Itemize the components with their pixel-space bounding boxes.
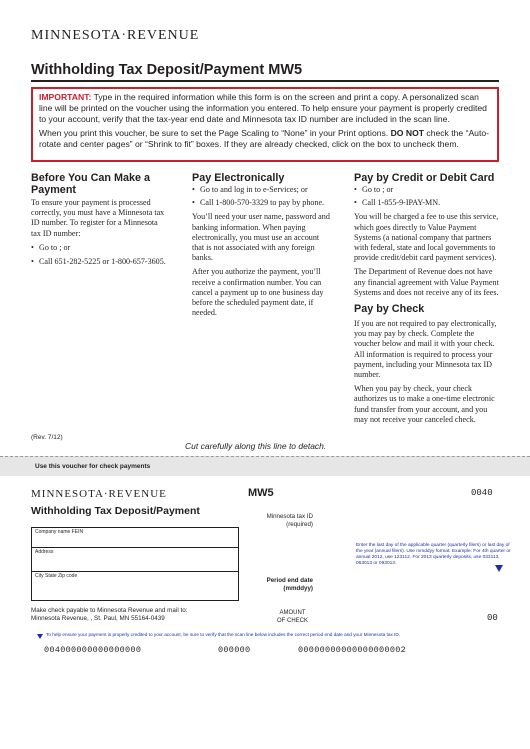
scan-line-note: To help ensure your payment is properly credited to your account, be sure to verify that the scan line below includes the correct period end date and your Minnesota tax ID. [46,632,401,637]
amount-of-check-label [270,609,315,625]
heading-pay-electronically: Pay Electronically [192,172,285,184]
mail-instructions [31,607,187,624]
city-state-zip-field[interactable] [32,572,238,601]
company-name-label: Company name FEIN [35,529,84,535]
col2-bullet: • Go to and log in to e-Services; or [192,185,332,195]
voucher-brand-logo: MINNESOTA·REVENUE [31,488,167,500]
voucher-form-code: MW5 [248,487,274,499]
company-name-field[interactable] [32,528,238,548]
column-before-payment [31,172,169,267]
scan-line-segment-3: 00000000000000000002 [298,645,407,655]
col1-bullet: • Go to ; or [31,243,169,253]
title-rule [31,80,499,82]
address-label: Address [35,549,54,555]
tax-id-label-line-2: (required) [286,521,313,528]
voucher-title: Withholding Tax Deposit/Payment [31,505,200,517]
period-end-date-label-line-2: (mmddyy) [283,585,313,592]
important-paragraph-1 [39,92,491,125]
mail-instructions-line-2: Minnesota Revenue, , St. Paul, MN 55164-0439 [31,615,165,623]
scan-line-segment-2: 000000 [218,645,251,655]
col3-paragraph: When you pay by check, your check authorizes us to make a one-time electronic fund transfer from your account, and you may not receive your canceled check. [354,384,495,424]
col3-bullets [354,185,500,208]
col3-paragraph: If you are not required to pay electronically, you may pay by check. Complete the voucher below and mail it with your check. All information is required to process your payment, including your Minnesota tax ID number. [354,319,497,380]
important-text-2a: When you print this voucher, be sure to set the Page Scaling to “None” in your Print options. [39,128,389,138]
period-end-date-note: Enter the last day of the applicable quarter (quarterly filers) or last day of the year (annual filers). Use mmddyy format. Example: For 4th quarter or annual 2012, use 123112. For 2013 quarterly deposits, use 033113, 063013 or 093013. [356,543,511,566]
col1-bullets [31,243,169,267]
tax-id-label [240,513,313,529]
payer-address-box [31,527,239,601]
col1-bullet: • Call 651-282-5225 or 1-800-657-3605. [31,257,169,267]
col2-paragraph: You’ll need your user name, password and banking information. When paying electronically, you must use an account that is not associated with any foreign banks. [192,212,330,263]
voucher-banner [0,456,530,476]
col3-bullet: • Call 1-855-9-IPAY-MN. [354,198,500,208]
mail-instructions-line-1: Make check payable to Minnesota Revenue and mail to: [31,607,188,614]
important-text-2c: check the “Auto-rotate and center pages” or “Shrink to fit” boxes. If they are already checked, click on the box to uncheck them. [39,128,489,149]
voucher-banner-text: Use this voucher for check payments [35,463,151,470]
heading-before-payment: Before You Can Make a Payment [31,172,151,196]
important-paragraph-2 [39,128,491,150]
col1-body: To ensure your payment is processed correctly, you must have a Minnesota tax ID number. To register for a Minnesota tax ID number: [31,198,165,238]
col3-paragraph: You will be charged a fee to use this service, which goes directly to Value Payment Systems (a national company that partners with federal, state and local governments to provide credit/debit card payment services). [354,212,499,263]
arrow-down-icon [495,565,503,572]
heading-credit-debit: Pay by Credit or Debit Card [354,172,495,184]
important-notice [31,87,499,162]
revision-label: (Rev. 7/12) [31,434,63,441]
period-end-date-label-line-1: Period end date [266,577,313,584]
period-end-date-input[interactable] [318,577,358,591]
tax-id-label-line-1: Minnesota tax ID [266,513,313,520]
amount-label-line-1: AMOUNT [279,610,306,616]
period-end-date-label [240,577,313,593]
column-pay-electronically [192,172,332,318]
address-field[interactable] [32,548,238,572]
scan-line-segment-1: 004000000000000000 [44,645,142,655]
col2-bullets [192,185,332,208]
voucher-number: 0040 [471,488,493,498]
col2-paragraph: After you authorize the payment, you’ll receive a confirmation number. You can cancel a payment up to one business day before the scheduled payment date, if needed. [192,267,324,318]
heading-pay-by-check: Pay by Check [354,303,425,316]
amount-cents: 00 [487,613,498,623]
amount-label-line-2: OF CHECK [276,618,308,624]
page-title: Withholding Tax Deposit/Payment MW5 [31,62,303,78]
important-text-1: Type in the required information while this form is on the screen and print a copy. A personalized scan line will be printed on the voucher using the information you entered. To help ensure your payment is properly credited to your account, verify that the tax-year end date and Minnesota tax ID number are included in the scan line. [39,92,487,124]
amount-input[interactable] [320,612,470,626]
tax-id-input[interactable] [318,515,378,529]
brand-logo: MINNESOTA·REVENUE [31,28,200,43]
col3-paragraph: The Department of Revenue does not have any financial agreement with Value Payment Systems and does not receive any of its fees. [354,267,499,297]
col3-bullet: • Go to ; or [354,185,500,195]
important-do-not: DO NOT [390,128,425,138]
city-state-zip-label: City State Zip code [35,573,78,579]
col2-bullet: • Call 1-800-570-3329 to pay by phone. [192,198,332,208]
important-label: IMPORTANT: [39,92,92,102]
column-pay-by-card [354,172,500,425]
cut-instruction: Cut carefully along this line to detach. [185,441,327,451]
arrow-down-icon [37,634,43,639]
